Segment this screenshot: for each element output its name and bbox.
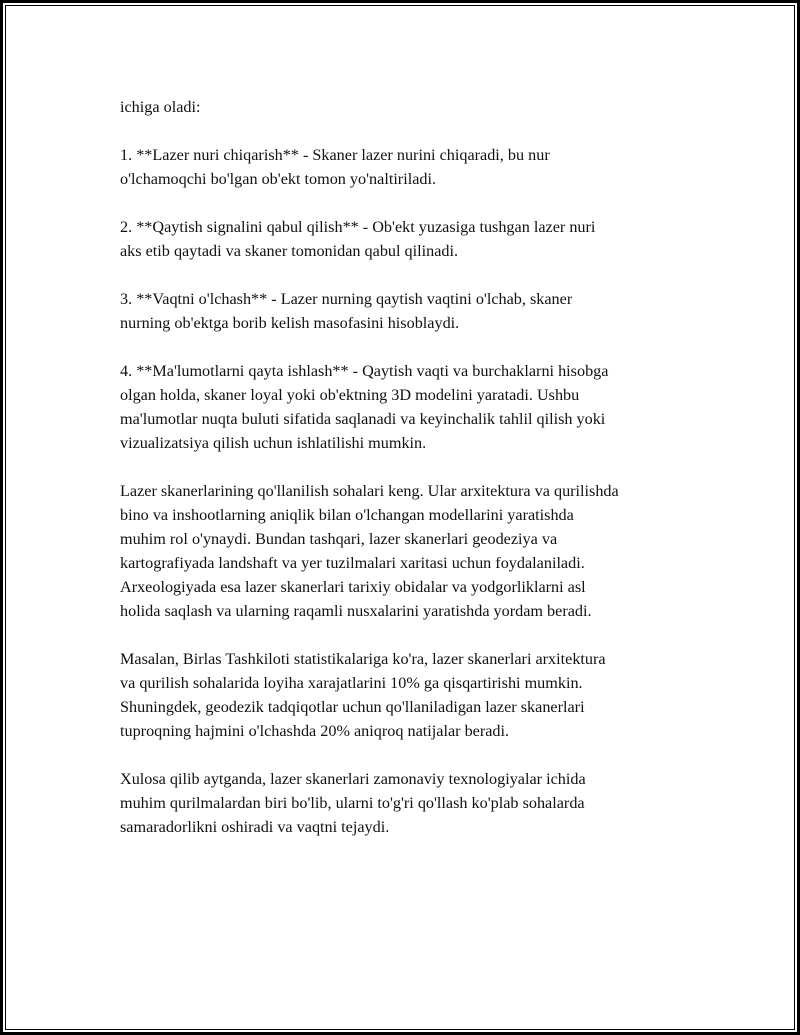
text-line: 4. **Ma'lumotlarni qayta ishlash** - Qaytish vaqti va burchaklarni hisobga <box>120 362 609 380</box>
text-line: ichiga oladi: <box>120 98 201 116</box>
text-line: olgan holda, skaner loyal yoki ob'ektning 3D modelini yaratadi. Ushbu <box>120 386 580 404</box>
text-line: holida saqlash va ularning raqamli nusxalarini yaratishda yordam beradi. <box>120 602 592 620</box>
paragraph-applications <box>120 479 720 623</box>
paragraph-step-2 <box>120 215 720 263</box>
text-line: Lazer skanerlarining qo'llanilish sohalari keng. Ular arxitektura va qurilishda <box>120 482 619 500</box>
text-line: samaradorlikni oshiradi va vaqtni tejaydi. <box>120 818 390 836</box>
text-line: Shuningdek, geodezik tadqiqotlar uchun qo'llaniladigan lazer skanerlari <box>120 698 585 716</box>
document-body <box>120 95 720 863</box>
text-line: Masalan, Birlas Tashkiloti statistikalariga ko'ra, lazer skanerlari arxitektura <box>120 650 606 668</box>
text-line: ma'lumotlar nuqta buluti sifatida saqlanadi va keyinchalik tahlil qilish yoki <box>120 410 606 428</box>
paragraph-statistics <box>120 647 720 743</box>
text-line: Arxeologiyada esa lazer skanerlari tarixiy obidalar va yodgorliklarni asl <box>120 578 586 596</box>
text-line: o'lchamoqchi bo'lgan ob'ekt tomon yo'naltiriladi. <box>120 170 437 188</box>
text-line: 3. **Vaqtni o'lchash** - Lazer nurning qaytish vaqtini o'lchab, skaner <box>120 290 573 308</box>
paragraph-step-3 <box>120 287 720 335</box>
text-line: 1. **Lazer nuri chiqarish** - Skaner lazer nurini chiqaradi, bu nur <box>120 146 550 164</box>
text-line: Xulosa qilib aytganda, lazer skanerlari zamonaviy texnologiyalar ichida <box>120 770 586 788</box>
paragraph-conclusion <box>120 767 720 839</box>
paragraph-intro <box>120 95 720 119</box>
text-line: aks etib qaytadi va skaner tomonidan qabul qilinadi. <box>120 242 459 260</box>
paragraph-step-4 <box>120 359 720 455</box>
text-line: muhim rol o'ynaydi. Bundan tashqari, lazer skanerlari geodeziya va <box>120 530 558 548</box>
text-line: kartografiyada landshaft va yer tuzilmalari xaritasi uchun foydalaniladi. <box>120 554 585 572</box>
text-line: tuproqning hajmini o'lchashda 20% aniqroq natijalar beradi. <box>120 722 510 740</box>
text-line: 2. **Qaytish signalini qabul qilish** - Ob'ekt yuzasiga tushgan lazer nuri <box>120 218 596 236</box>
text-line: vizualizatsiya qilish uchun ishlatilishi mumkin. <box>120 434 427 452</box>
text-line: va qurilish sohalarida loyiha xarajatlarini 10% ga qisqartirishi mumkin. <box>120 674 583 692</box>
text-line: bino va inshootlarning aniqlik bilan o'lchangan modellarini yaratishda <box>120 506 574 524</box>
text-line: nurning ob'ektga borib kelish masofasini hisoblaydi. <box>120 314 460 332</box>
paragraph-step-1 <box>120 143 720 191</box>
text-line: muhim qurilmalardan biri bo'lib, ularni to'g'ri qo'llash ko'plab sohalarda <box>120 794 585 812</box>
